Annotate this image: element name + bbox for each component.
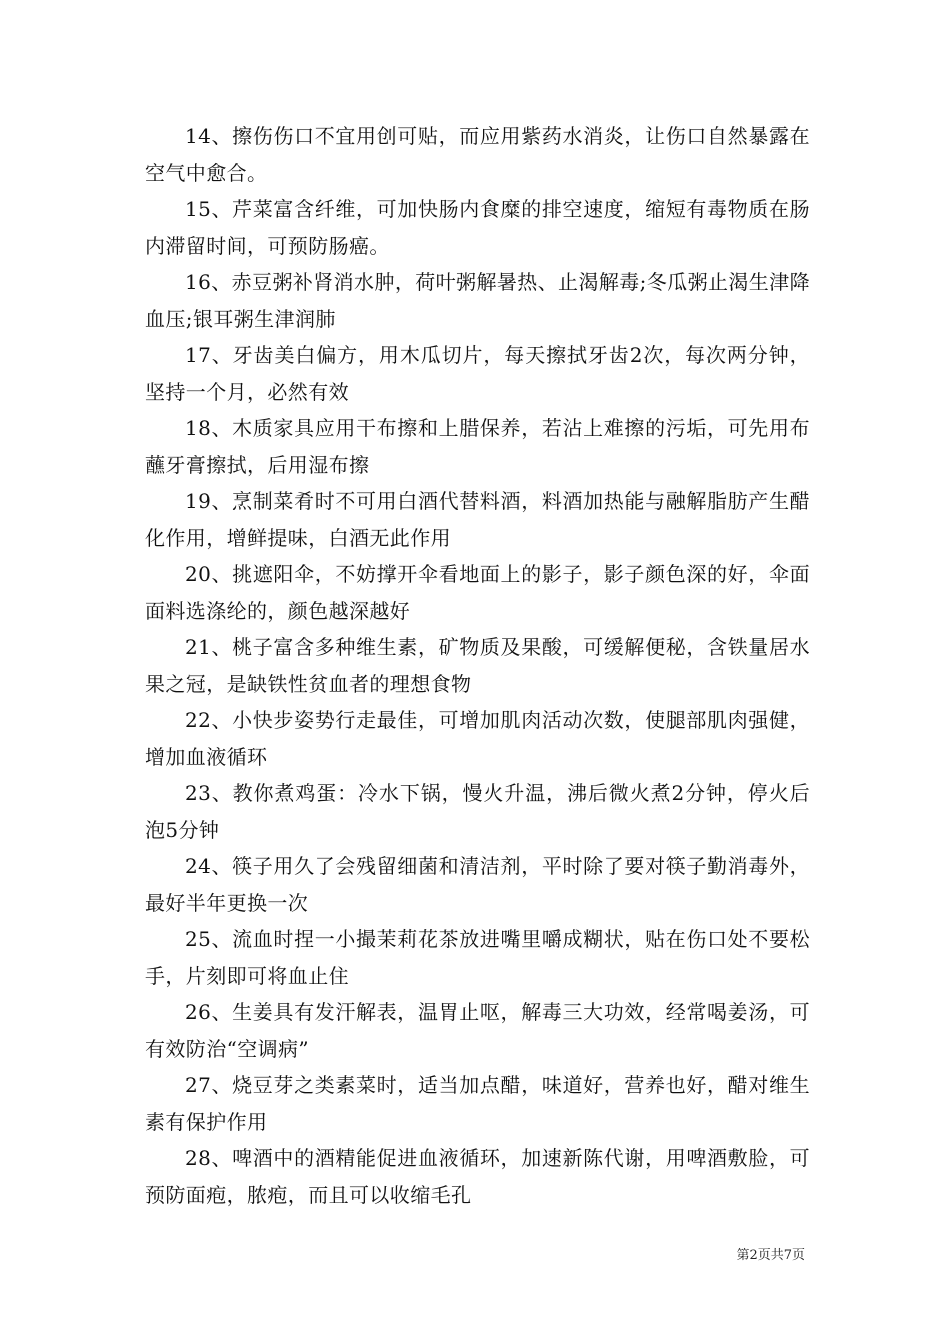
page-number-footer: 第2页共7页 xyxy=(736,1248,805,1263)
tip-paragraph: 18、木质家具应用干布擦和上腊保养，若沾上难擦的污垢，可先用布蘸牙膏擦拭，后用湿布擦 xyxy=(145,416,810,477)
tip-paragraph: 19、烹制菜肴时不可用白酒代替料酒，料酒加热能与融解脂肪产生醋化作用，增鲜提味，白酒无此作用 xyxy=(145,489,810,550)
tip-paragraph: 24、筷子用久了会残留细菌和清洁剂，平时除了要对筷子勤消毒外，最好半年更换一次 xyxy=(145,854,810,915)
document-body xyxy=(145,118,810,1213)
tip-paragraph: 15、芹菜富含纤维，可加快肠内食糜的排空速度，缩短有毒物质在肠内滞留时间，可预防肠癌。 xyxy=(145,197,810,258)
tip-paragraph: 14、擦伤伤口不宜用创可贴，而应用紫药水消炎，让伤口自然暴露在空气中愈合。 xyxy=(145,124,810,185)
tip-paragraph: 25、流血时捏一小撮茉莉花茶放进嘴里嚼成糊状，贴在伤口处不要松手，片刻即可将血止住 xyxy=(145,927,810,988)
tip-paragraph: 23、教你煮鸡蛋：冷水下锅，慢火升温，沸后微火煮2分钟，停火后泡5分钟 xyxy=(145,781,810,842)
tip-paragraph: 28、啤酒中的酒精能促进血液循环，加速新陈代谢，用啤酒敷脸，可预防面疱，脓疱，而且可以收缩毛孔 xyxy=(145,1146,810,1207)
tip-paragraph: 16、赤豆粥补肾消水肿，荷叶粥解暑热、止渴解毒;冬瓜粥止渴生津降血压;银耳粥生津润肺 xyxy=(145,270,810,331)
tip-paragraph: 21、桃子富含多种维生素，矿物质及果酸，可缓解便秘，含铁量居水果之冠，是缺铁性贫血者的理想食物 xyxy=(145,635,810,696)
tip-paragraph: 27、烧豆芽之类素菜时，适当加点醋，味道好，营养也好，醋对维生素有保护作用 xyxy=(145,1073,810,1134)
tip-paragraph: 17、牙齿美白偏方，用木瓜切片，每天擦拭牙齿2次，每次两分钟，坚持一个月，必然有效 xyxy=(145,343,810,404)
tip-paragraph: 26、生姜具有发汗解表，温胃止呕，解毒三大功效，经常喝姜汤，可有效防治“空调病” xyxy=(145,1000,810,1061)
tip-paragraph: 20、挑遮阳伞，不妨撑开伞看地面上的影子，影子颜色深的好，伞面面料选涤纶的，颜色越深越好 xyxy=(145,562,810,623)
tip-paragraph: 22、小快步姿势行走最佳，可增加肌肉活动次数，使腿部肌肉强健，增加血液循环 xyxy=(145,708,810,769)
